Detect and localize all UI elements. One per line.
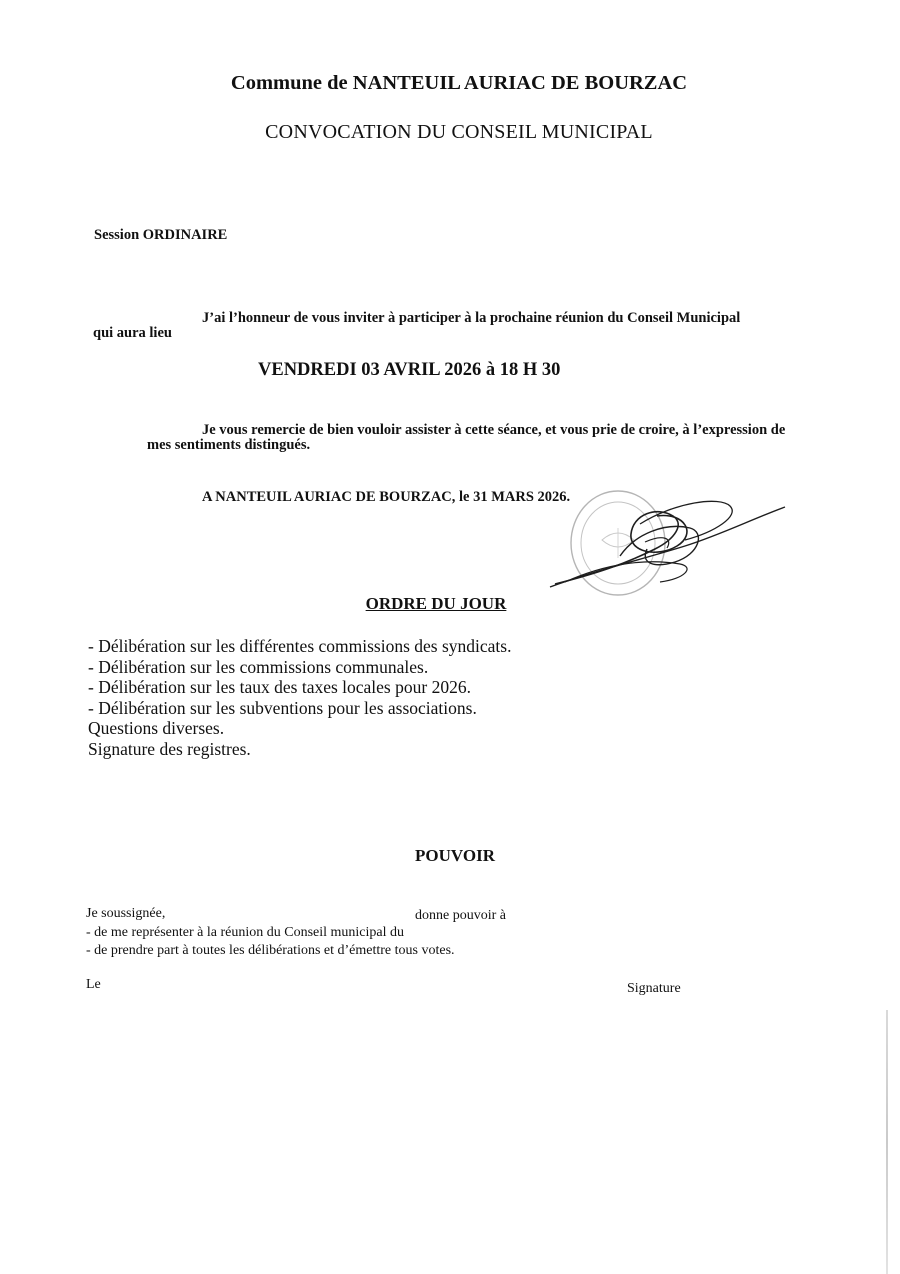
mayor-signature: [545, 494, 790, 594]
meeting-date: VENDREDI 03 AVRIL 2026 à 18 H 30: [258, 360, 561, 380]
scan-edge-line: [886, 1010, 888, 1274]
agenda-item: - Délibération sur les différentes commissions des syndicats.: [88, 636, 512, 656]
agenda-item: Signature des registres.: [88, 738, 251, 759]
agenda-title: ORDRE DU JOUR: [365, 594, 507, 613]
proxy-undersigned: Je soussignée,: [86, 906, 166, 921]
agenda-item: - Délibération sur les commissions communales.: [88, 656, 429, 677]
place-and-date: A NANTEUIL AURIAC DE BOURZAC, le 31 MARS 2026.: [202, 489, 571, 505]
closing-line-1: Je vous remercie de bien vouloir assister à cette séance, et vous prie de croire, à l’expression de: [202, 422, 786, 438]
proxy-line-2: - de prendre part à toutes les délibérations et d’émettre tous votes.: [86, 943, 455, 958]
proxy-signature-label: Signature: [627, 981, 681, 996]
proxy-line-1: - de me représenter à la réunion du Conseil municipal du: [86, 925, 405, 940]
invitation-line-2: qui aura lieu: [93, 325, 172, 341]
proxy-date-label: Le: [86, 977, 101, 992]
document-title: CONVOCATION DU CONSEIL MUNICIPAL: [265, 121, 653, 143]
commune-title: Commune de NANTEUIL AURIAC DE BOURZAC: [230, 72, 688, 94]
proxy-title: POUVOIR: [415, 846, 495, 865]
proxy-gives-power: donne pouvoir à: [415, 908, 506, 923]
agenda-item: - Délibération sur les taux des taxes locales pour 2026.: [88, 677, 471, 698]
agenda-item: - Délibération sur les subventions pour les associations.: [88, 697, 477, 718]
closing-line-2: mes sentiments distingués.: [147, 437, 311, 453]
session-type: Session ORDINAIRE: [94, 227, 228, 243]
invitation-line-1: J’ai l’honneur de vous inviter à participer à la prochaine réunion du Conseil Municipal: [202, 310, 741, 326]
agenda-list: [88, 636, 511, 760]
agenda-item: Questions diverses.: [88, 718, 225, 739]
